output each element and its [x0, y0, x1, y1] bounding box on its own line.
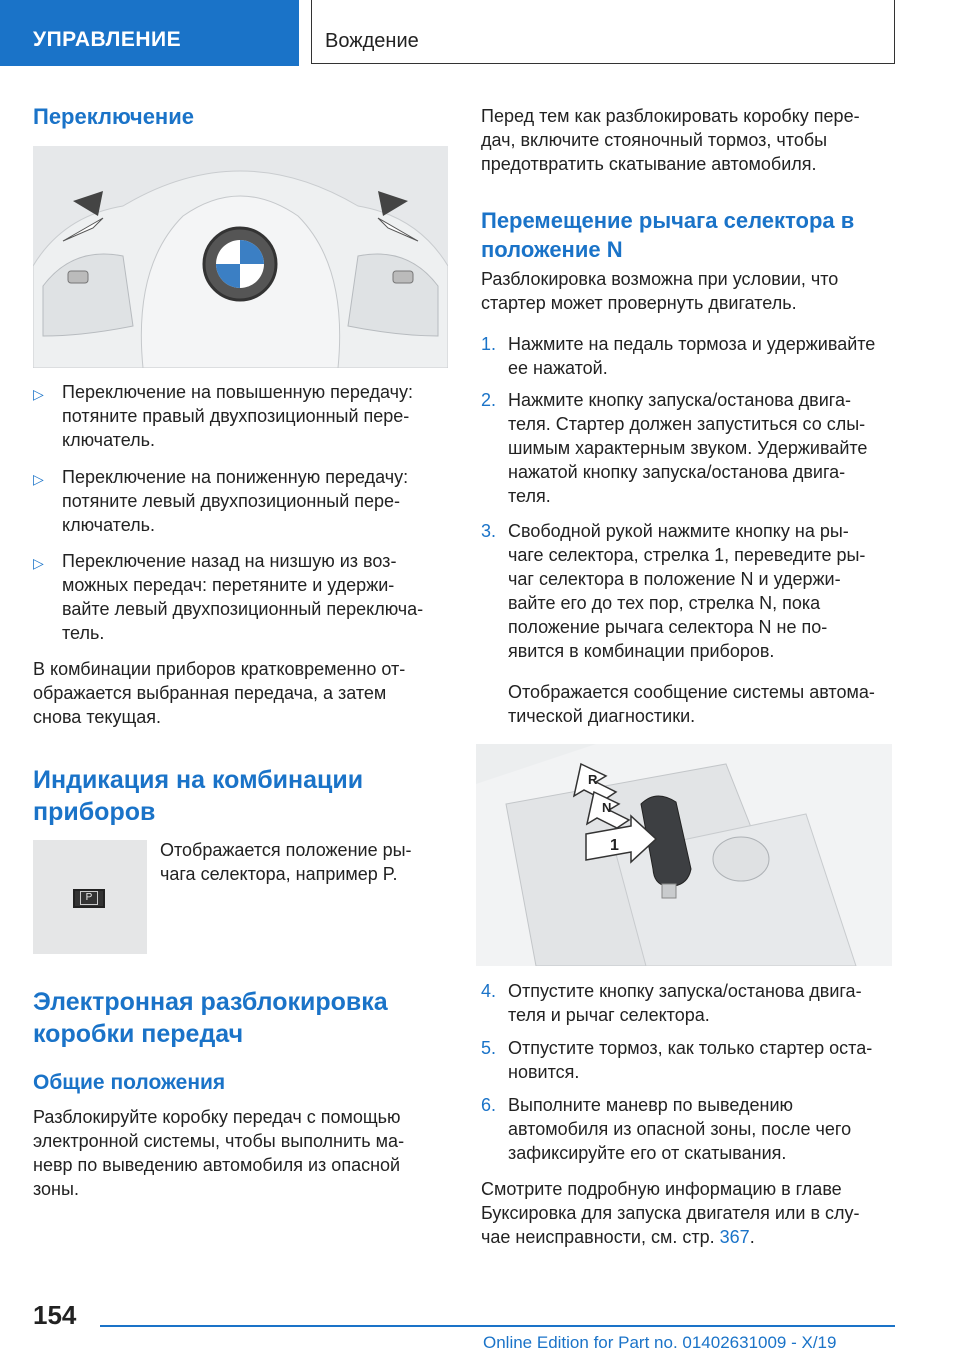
label-r: R	[588, 772, 598, 787]
triangle-bullet-icon: ▷	[33, 386, 44, 402]
heading-indication: Индикация на комбинации приборов	[33, 766, 364, 826]
edition-text: Online Edition for Part no. 01402631009 - X/19	[483, 1333, 837, 1352]
label-n: N	[602, 800, 612, 815]
indicator-image	[33, 840, 147, 954]
heading-general: Общие положения	[33, 1071, 226, 1094]
section-tab	[0, 0, 299, 66]
triangle-bullet-icon: ▷	[33, 555, 44, 571]
paragraph-general: Разблокируйте коробку передач с помощью электронной системы, чтобы выполнить ма- невр по выведению автомобиля из опасной зоны.	[33, 1107, 405, 1199]
gear-indicator-symbol: P	[80, 891, 98, 905]
paragraph-see-also: Смотрите подробную информацию в главе Буксировка для запуска двигателя или в слу- чае неисправности, см. стр. 367.	[481, 1179, 860, 1247]
paragraph-display: В комбинации приборов кратковременно от- ображается выбранная передача, а затем снова текущая.	[33, 659, 406, 727]
step-note: Отображается сообщение системы автома- тической диагностики.	[508, 682, 875, 726]
page-ref-link[interactable]: 367	[719, 1227, 750, 1247]
paragraph-parking-brake: Перед тем как разблокировать коробку пере- дач, включите стояночный тормоз, чтобы предотвратить скатывание автомобиля.	[481, 106, 860, 174]
selector-lever-image	[476, 744, 892, 966]
heading-electronic-unlock: Электронная разблокировка коробки передач	[33, 988, 388, 1048]
heading-shift: Переключение	[33, 104, 194, 129]
heading-move-selector: Перемещение рычага селектора в положение N	[481, 208, 855, 262]
paragraph-condition: Разблокировка возможна при условии, что стартер может провернуть двигатель.	[481, 269, 839, 313]
label-one: 1	[610, 837, 619, 854]
chapter-title: Вождение	[325, 30, 419, 52]
steering-wheel-image	[33, 146, 448, 368]
section-label: УПРАВЛЕНИЕ	[33, 28, 182, 51]
page-number: 154	[33, 1300, 77, 1330]
triangle-bullet-icon: ▷	[33, 471, 44, 487]
footer-divider	[100, 1325, 895, 1327]
indication-text: Отображается положение ры- чага селектора, например P.	[160, 840, 412, 884]
